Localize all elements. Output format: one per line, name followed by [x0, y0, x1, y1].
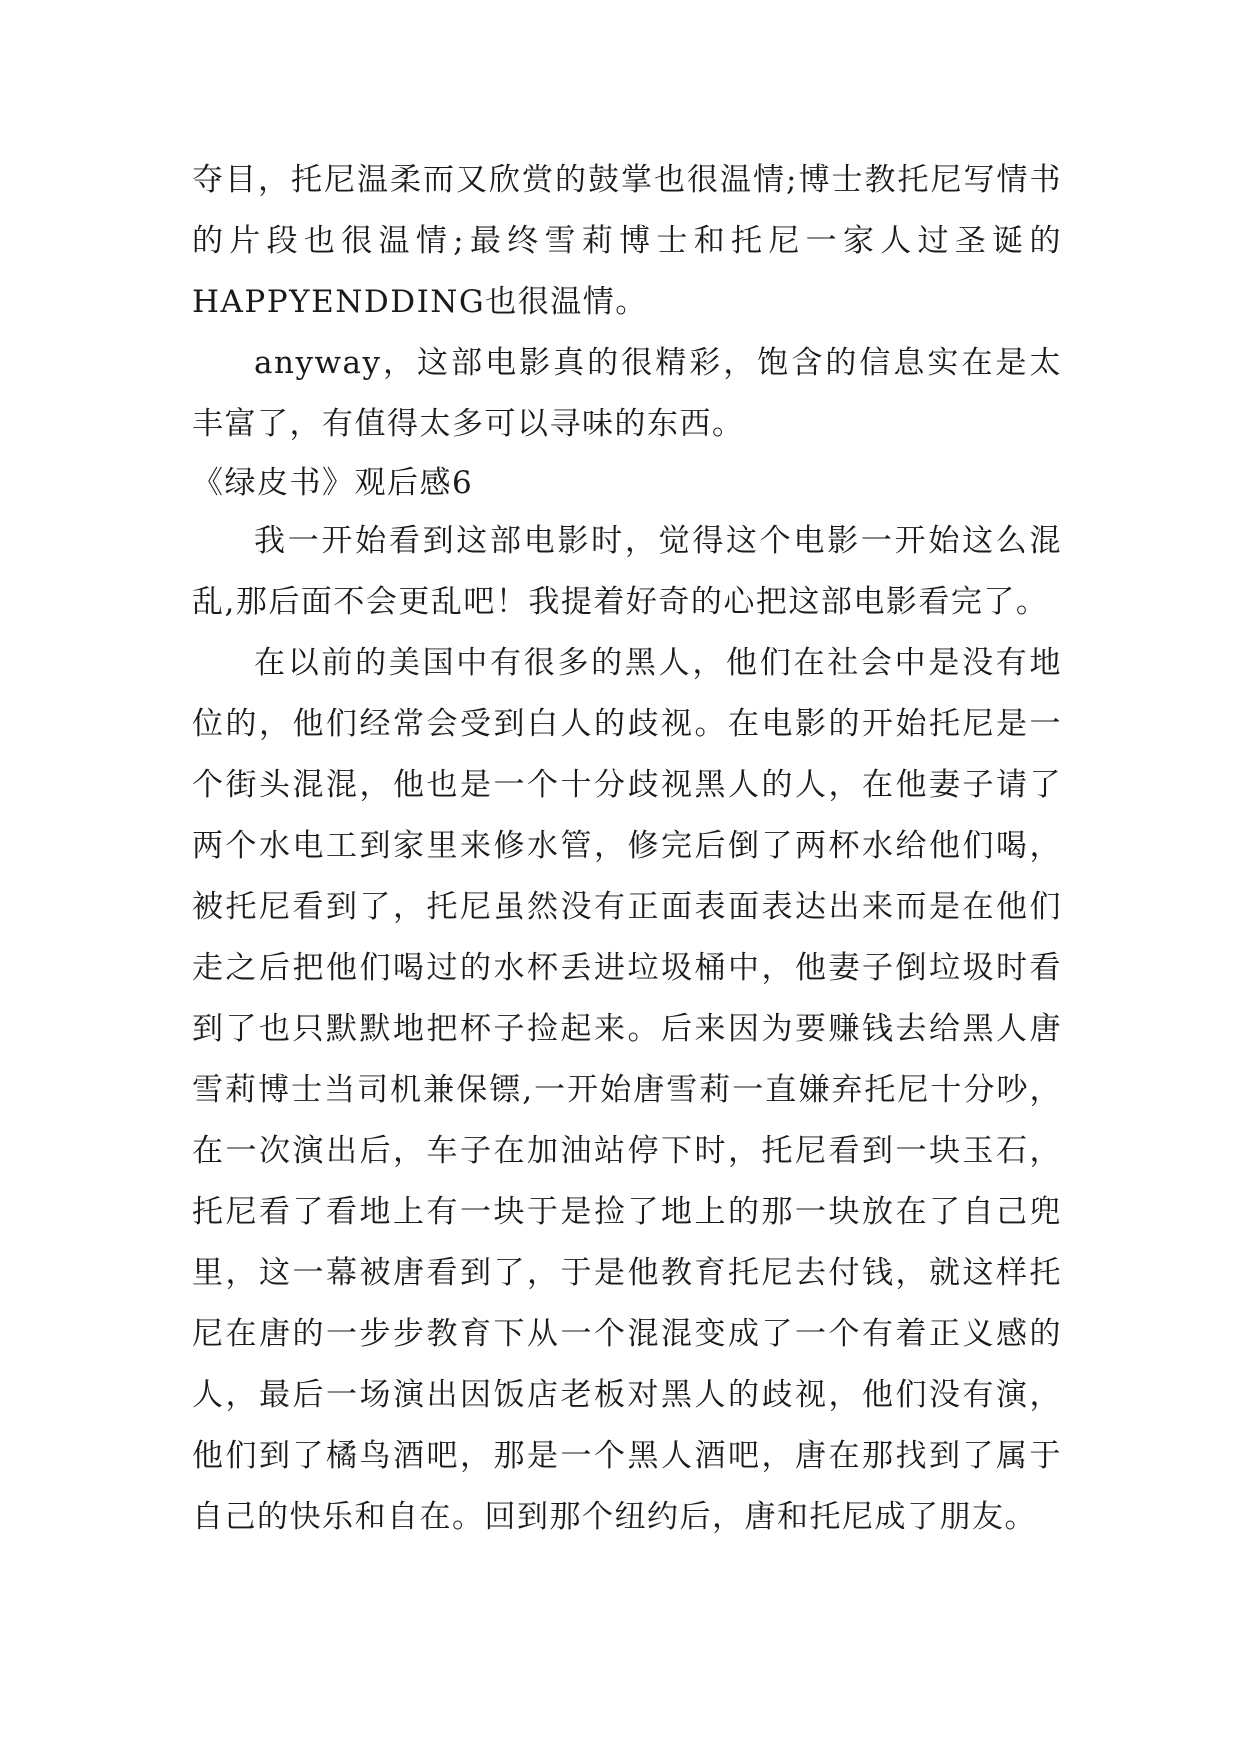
document-body	[192, 150, 1062, 1548]
paragraph-anyway: anyway，这部电影真的很精彩，饱含的信息实在是太丰富了，有值得太多可以寻味的东西。	[192, 345, 1062, 442]
paragraph-intro: 我一开始看到这部电影时，觉得这个电影一开始这么混乱,那后面不会更乱吧！我提着好奇的心把这部电影看完了。	[192, 523, 1062, 620]
paragraph-continued: 夺目，托尼温柔而又欣赏的鼓掌也很温情;博士教托尼写情书的片段也很温情;最终雪莉博士和托尼一家人过圣诞的HAPPYENDDING也很温情。	[192, 162, 1062, 320]
section-title: 《绿皮书》观后感6	[192, 465, 474, 501]
paragraph-story: 在以前的美国中有很多的黑人，他们在社会中是没有地位的，他们经常会受到白人的歧视。在电影的开始托尼是一个街头混混，他也是一个十分歧视黑人的人，在他妻子请了两个水电工到家里来修水管，修完后倒了两杯水给他们喝，被托尼看到了，托尼虽然没有正面表面表达出来而是在他们走之后把他们喝过的水杯丢进垃圾桶中，他妻子倒垃圾时看到了也只默默地把杯子捡起来。后来因为要赚钱去给黑人唐雪莉博士当司机兼保镖,一开始唐雪莉一直嫌弃托尼十分吵，在一次演出后，车子在加油站停下时，托尼看到一块玉石，托尼看了看地上有一块于是捡了地上的那一块放在了自己兜里，这一幕被唐看到了，于是他教育托尼去付钱，就这样托尼在唐的一步步教育下从一个混混变成了一个有着正义感的人，最后一场演出因饭店老板对黑人的歧视，他们没有演，他们到了橘鸟酒吧，那是一个黑人酒吧，唐在那找到了属于自己的快乐和自在。回到那个纽约后，唐和托尼成了朋友。	[192, 645, 1062, 1535]
